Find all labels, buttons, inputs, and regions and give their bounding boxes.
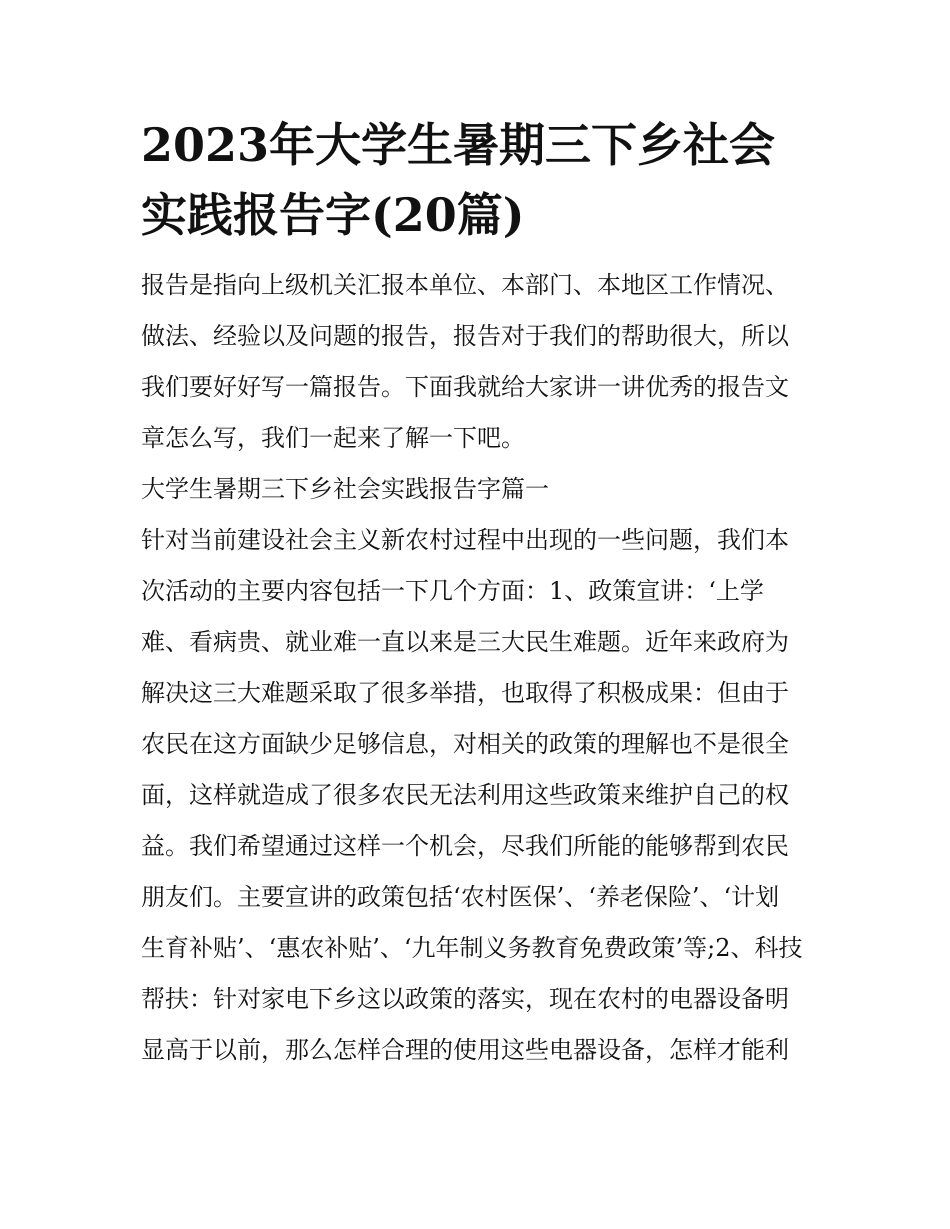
section-line-5: 农民在这方面缺少足够信息，对相关的政策的理解也不是很全 [141, 730, 789, 758]
document-title [141, 110, 813, 250]
section-line-7: 益。我们希望通过这样一个机会，尽我们所能的能够帮到农民 [141, 832, 789, 860]
intro-line-2: 做法、经验以及问题的报告，报告对于我们的帮助很大，所以 [141, 322, 789, 350]
section-line-11: 显高于以前，那么怎样合理的使用这些电器设备，怎样才能利 [141, 1036, 789, 1064]
section-line-4: 解决这三大难题采取了很多举措，也取得了积极成果：但由于 [141, 679, 789, 707]
section-line-2: 次活动的主要内容包括一下几个方面：1、政策宣讲：‘上学 [141, 577, 764, 605]
title-line-2: 实践报告字(20篇) [141, 188, 525, 242]
section-line-8: 朋友们。主要宣讲的政策包括‘农村医保’、‘养老保险’、‘计划 [141, 883, 780, 911]
document-body [141, 260, 813, 1076]
intro-line-3: 我们要好好写一篇报告。下面我就给大家讲一讲优秀的报告文 [141, 373, 789, 401]
section-line-3: 难、看病贵、就业难一直以来是三大民生难题。近年来政府为 [141, 628, 789, 656]
section-line-10: 帮扶：针对家电下乡这以政策的落实，现在农村的电器设备明 [141, 985, 789, 1013]
document-content [141, 110, 813, 1076]
section-heading: 大学生暑期三下乡社会实践报告字篇一 [141, 475, 549, 503]
section-line-6: 面，这样就造成了很多农民无法利用这些政策来维护自己的权 [141, 781, 789, 809]
intro-line-4: 章怎么写，我们一起来了解一下吧。 [141, 424, 525, 452]
intro-line-1: 报告是指向上级机关汇报本单位、本部门、本地区工作情况、 [141, 271, 789, 299]
title-line-1: 2023年大学生暑期三下乡社会 [141, 118, 776, 172]
section-line-9: 生育补贴’、‘惠农补贴’、‘九年制义务教育免费政策’等;2、科技 [141, 934, 803, 962]
section-line-1: 针对当前建设社会主义新农村过程中出现的一些问题，我们本 [141, 526, 789, 554]
